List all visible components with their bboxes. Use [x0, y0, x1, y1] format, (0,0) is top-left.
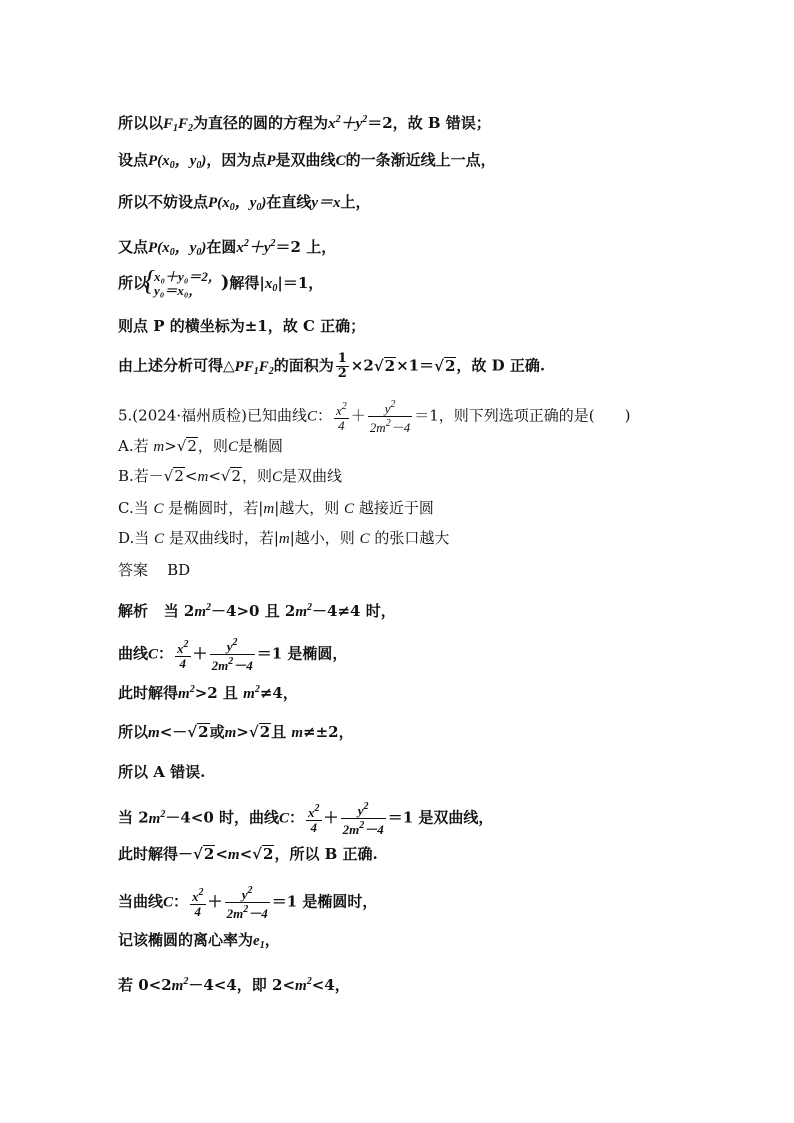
option-a	[118, 436, 283, 457]
text: 设点	[118, 151, 149, 169]
text: 当 2	[118, 808, 149, 827]
fraction-x2-4: $\frac{x^2}{4}$	[192, 887, 204, 919]
radicand: 2	[444, 356, 456, 375]
text: A.若	[118, 437, 149, 455]
line-4	[118, 234, 336, 263]
text: ＝1 是椭圆时，	[271, 892, 378, 911]
text: 所以	[118, 274, 149, 292]
line-21: 若 $0<2m^2-4<4$，即 $2<m^2<4$，	[118, 976, 350, 994]
text: 的一条渐近线上一点，	[345, 151, 496, 169]
text: >2 且	[194, 684, 238, 702]
var-m: m	[153, 439, 165, 455]
var-c: C	[148, 646, 159, 663]
var-c: C	[227, 439, 238, 455]
var-m: m	[227, 847, 240, 863]
text: |越大，则	[274, 499, 340, 517]
var-m: m	[224, 725, 237, 741]
triangle-pf1f2: $PF_1F_2$	[234, 358, 274, 377]
text: 所以	[118, 723, 149, 741]
var-c: C	[359, 531, 370, 547]
op: <	[208, 467, 221, 485]
line-2	[118, 150, 496, 176]
sqrt-2: √2	[252, 845, 274, 863]
line-1	[118, 110, 491, 139]
text: 在直线	[266, 193, 312, 211]
op: <	[184, 467, 198, 485]
text: 的张口越大	[374, 529, 450, 547]
text: 此时解得－	[118, 845, 194, 863]
fraction-y2: $\frac{y^2}{2m^2-4}$	[226, 885, 268, 921]
var-m: m	[278, 531, 290, 547]
line-14: 此时解得$m^2>2$ 且 $m^2\ne 4$，	[118, 684, 298, 702]
op: >	[164, 437, 177, 455]
analysis-line: 解析 当 $2m^2-4>0$ 且 $2m^2-4\ne 4$ 时，	[118, 602, 396, 620]
var-F1F2: $F_1F_2$	[163, 116, 194, 134]
den: 4	[175, 656, 191, 671]
var-c: C	[335, 153, 346, 169]
eq-circle: $x^2+y^2$	[328, 114, 368, 132]
text: ＝1，则下列选项正确的是( )	[414, 406, 631, 425]
text: 所以不妨设点	[118, 193, 209, 211]
text: 曲线	[118, 644, 149, 663]
fraction-x2-4: $\frac{x^2}{4}$	[336, 401, 347, 433]
text: －4≠4 时，	[312, 602, 396, 620]
text: ：	[158, 644, 174, 663]
sqrt-2: √2	[434, 356, 456, 375]
line-18	[118, 844, 378, 865]
text: 记该椭圆的离心率为	[118, 931, 254, 949]
equation-system	[148, 270, 221, 298]
var-m: m	[263, 501, 275, 517]
text: 若 0<2	[118, 976, 172, 994]
text: 是椭圆时，若|	[168, 499, 264, 517]
point-p: $P(x_0$，$y_0$)	[208, 195, 267, 213]
radicand: 2	[259, 723, 271, 741]
var-c: C	[163, 894, 174, 911]
den: 4	[334, 418, 349, 433]
text: 为直径的圆的方程为	[193, 114, 329, 132]
answer-label: 答案	[118, 561, 149, 579]
text: 且	[271, 723, 287, 741]
answer-value: BD	[167, 561, 191, 579]
line-7	[118, 352, 545, 382]
sqrt-2: √2	[373, 356, 396, 375]
fraction-x2-4: $\frac{x^2}{4}$	[308, 803, 320, 835]
var-c: C	[153, 501, 164, 517]
answer-line	[118, 560, 190, 580]
num: 1	[337, 351, 347, 366]
radicand: 2	[384, 356, 396, 375]
line-20	[118, 930, 280, 956]
text: 又点	[118, 238, 149, 256]
option-d	[118, 528, 449, 549]
text: ，故 D 正确.	[456, 356, 546, 375]
text: <	[239, 845, 253, 863]
point-p: $P(x_0$，$y_0$)	[148, 153, 207, 171]
var-p: P	[266, 153, 276, 169]
text: 或	[209, 723, 225, 741]
text: ，	[264, 931, 280, 949]
line-5	[118, 270, 323, 299]
den: 2	[337, 366, 347, 381]
line-16	[118, 762, 205, 782]
text: ×2	[350, 356, 374, 375]
plus: ＋	[323, 808, 339, 827]
den: 4	[306, 820, 322, 835]
sys-row: { x₀＋y₀＝2，	[154, 269, 221, 284]
radicand: 2	[187, 437, 197, 455]
text: ＝1 是椭圆，	[256, 644, 348, 663]
var-m: m	[291, 725, 304, 741]
text: ，所以 B 正确.	[274, 845, 378, 863]
text: 由上述分析可得△	[118, 356, 235, 375]
text: <4，	[311, 976, 350, 994]
eq-line: y＝x	[311, 195, 341, 211]
text: |＝1，	[277, 274, 324, 292]
text: ＝2 上，	[275, 238, 337, 256]
line-19	[118, 884, 377, 921]
text: ：	[173, 892, 189, 911]
text: 的面积为	[273, 356, 334, 375]
var-c: C	[272, 469, 283, 485]
text: B.若－	[118, 467, 164, 485]
text: 是椭圆	[237, 437, 283, 455]
text: 是双曲线时，若|	[168, 529, 279, 547]
var-m: m	[148, 725, 160, 741]
var-c: C	[279, 810, 290, 827]
radicand: 2	[263, 845, 274, 863]
var-m: m	[197, 469, 209, 485]
plus: ＋	[192, 644, 208, 663]
fraction-y2: $\frac{y^2}{2m^2-4}$	[369, 399, 411, 435]
text: －4>0 且 2	[211, 602, 296, 620]
text: <－	[159, 723, 188, 741]
text: ，则	[242, 467, 273, 485]
text: 上，	[340, 193, 371, 211]
text: ≠4，	[259, 684, 298, 702]
var-c: C	[154, 531, 165, 547]
fraction-y2: $\frac{y^2}{2m^2-4}$	[342, 801, 384, 837]
text: D.当	[118, 529, 150, 547]
text: ≠±2，	[303, 723, 354, 741]
option-c	[118, 498, 434, 519]
plus: ＋	[207, 892, 223, 911]
radicand: 2	[231, 467, 242, 485]
point-p: $P(x_0$，$y_0$)	[148, 240, 207, 258]
sqrt-2: √2	[193, 845, 215, 863]
text: ×1＝	[396, 356, 435, 375]
text: －4<4，即 2<	[188, 976, 296, 994]
sqrt-2: √2	[176, 437, 197, 455]
line-3	[118, 192, 371, 218]
text: 所以 A 错误.	[118, 763, 206, 781]
question-5	[118, 398, 630, 435]
text: ＝2，故 B 错误；	[367, 114, 491, 132]
text: ，则	[197, 437, 228, 455]
option-b	[118, 466, 342, 487]
var-c: C	[344, 501, 355, 517]
var-e1: $e_1$	[253, 933, 265, 951]
line-15	[118, 722, 354, 743]
fraction-x2-4: $\frac{x^2}{4}$	[177, 639, 189, 671]
analysis-label: 解析	[118, 602, 149, 620]
paren-close: )	[220, 272, 230, 293]
plus: ＋	[350, 406, 366, 425]
fraction-half	[336, 352, 349, 381]
line-13	[118, 636, 347, 673]
text: 越接近于圆	[358, 499, 434, 517]
text: 此时解得	[118, 684, 179, 702]
text: C.当	[118, 499, 149, 517]
den: 4	[190, 904, 206, 919]
text: 解得|	[229, 274, 265, 292]
text: |越小，则	[289, 529, 355, 547]
text: 则点 P 的横坐标为±1，故 C 正确；	[118, 317, 366, 335]
sqrt-2: √2	[187, 723, 209, 741]
text: <	[215, 845, 228, 863]
text: ，因为点	[206, 151, 267, 169]
radicand: 2	[174, 467, 184, 485]
var-c: C	[306, 408, 317, 425]
line-6	[118, 316, 365, 336]
radicand: 2	[198, 723, 209, 741]
text: ：	[316, 406, 332, 425]
text: 当 2	[163, 602, 195, 620]
text: ＝1 是双曲线，	[387, 808, 494, 827]
var-x0: $x_0$	[264, 276, 278, 294]
text: 当曲线	[118, 892, 164, 911]
text: 在圆	[206, 238, 237, 256]
text: >	[236, 723, 249, 741]
sqrt-2: √2	[220, 467, 242, 485]
line-17: 当 $2m^2-4<0$ 时，曲线C： $\frac{x^2}{4}$ ＋ $\frac{y^2}{2m^2-4}$ ＝1 是双曲线，	[118, 801, 494, 837]
eq-circle: $x^2+y^2$	[236, 238, 276, 256]
sqrt-2: √2	[163, 467, 184, 485]
text: ：	[289, 808, 305, 827]
text: 是双曲线	[275, 151, 336, 169]
sqrt-2: √2	[248, 723, 271, 741]
sys-row: y₀＝x₀，	[154, 283, 202, 298]
fraction-y2: $\frac{y^2}{2m^2-4}$	[211, 637, 253, 673]
text: 所以以	[118, 114, 164, 132]
text: 是双曲线	[282, 467, 343, 485]
text: 5.(2024·福州质检)已知曲线	[118, 406, 307, 425]
radicand: 2	[203, 845, 215, 863]
text: －4<0 时，曲线	[165, 808, 280, 827]
